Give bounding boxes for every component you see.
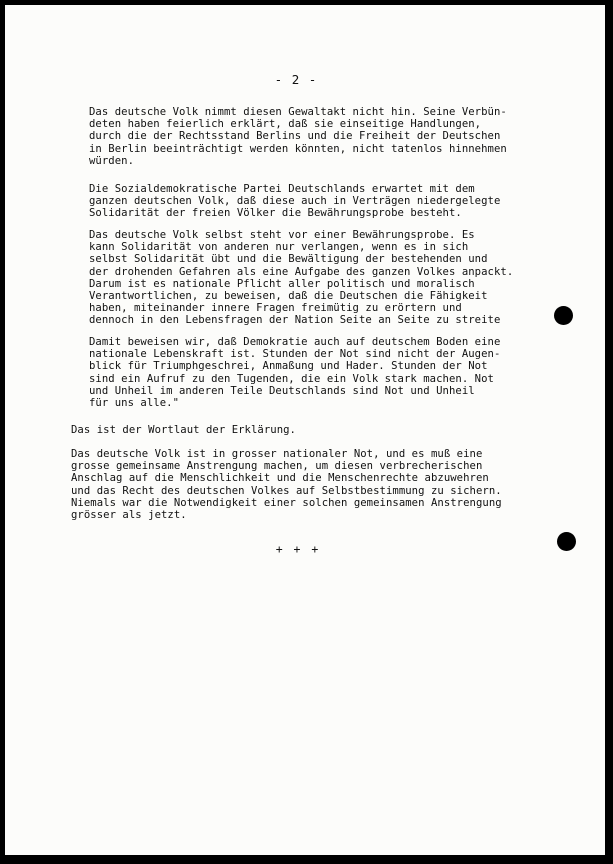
end-mark: + + + xyxy=(275,542,321,556)
punch-hole xyxy=(554,306,573,325)
text-line: Die Sozialdemokratische Partei Deutschlands erwartet mit dem xyxy=(89,183,475,195)
text-line: grosse gemeinsame Anstrengung machen, um diesen verbrecherischen xyxy=(71,460,483,473)
text-line: würden. xyxy=(89,154,134,167)
text-line: Das deutsche Volk ist in grosser nationaler Not, und es muß eine xyxy=(71,448,483,460)
paragraph-solidarity xyxy=(89,229,513,327)
text-line: kann Solidarität von anderen nur verlangen, wenn es in sich xyxy=(89,241,469,254)
paragraph-allies-declaration xyxy=(89,106,507,167)
text-line: ganzen deutschen Volk, daß diese auch in Verträgen niedergelegte xyxy=(89,195,501,208)
paragraph-national-emergency xyxy=(71,448,502,521)
text-line: haben, miteinander innere Fragen freimütig zu erörtern und xyxy=(89,302,462,315)
page-number: - 2 - xyxy=(274,72,318,87)
text-line: und das Recht des deutschen Volkes auf Selbstbestimmung zu sichern. xyxy=(71,484,502,497)
text-line: Solidarität der freien Völker die Bewährungsprobe besteht. xyxy=(89,207,462,220)
text-line: dennoch in den Lebensfragen der Nation Seite an Seite zu streite xyxy=(89,314,501,327)
paragraph-declaration-text-note xyxy=(71,424,296,436)
text-line: Damit beweisen wir, daß Demokratie auch auf deutschem Boden eine xyxy=(89,336,501,348)
text-line: der drohenden Gefahren als eine Aufgabe des ganzen Volkes anpackt. xyxy=(89,265,514,278)
text-line: Darum ist es nationale Pflicht aller politisch und moralisch xyxy=(89,277,475,290)
text-line: durch die der Rechtsstand Berlins und die Freiheit der Deutschen xyxy=(89,130,501,143)
paragraph-democracy xyxy=(89,336,500,409)
text-line: Anschlag auf die Menschlichkeit und die Menschenrechte abzuwehren xyxy=(71,472,489,485)
text-line: und Unheil im anderen Teile Deutschlands sind Not und Unheil xyxy=(89,384,475,397)
text-line: grösser als jetzt. xyxy=(71,509,187,522)
document-page xyxy=(5,5,605,855)
text-line: für uns alle." xyxy=(89,397,179,410)
text-line: Das deutsche Volk selbst steht vor einer Bewährungsprobe. Es xyxy=(89,229,475,241)
text-line: Das ist der Wortlaut der Erklärung. xyxy=(71,424,296,436)
text-line: in Berlin beeinträchtigt werden könnten, nicht tatenlos hinnehmen xyxy=(89,142,507,155)
text-line: sind ein Aufruf zu den Tugenden, die ein Volk stark machen. Not xyxy=(89,372,494,385)
punch-hole xyxy=(557,532,576,551)
text-line: nationale Lebenskraft ist. Stunden der Not sind nicht der Augen- xyxy=(89,348,501,361)
text-line: selbst Solidarität übt und die Bewältigung der bestehenden und xyxy=(89,253,488,266)
text-line: Niemals war die Notwendigkeit einer solchen gemeinsamen Anstrengung xyxy=(71,496,502,509)
text-line: Verantwortlichen, zu beweisen, daß die Deutschen die Fähigkeit xyxy=(89,290,488,303)
paragraph-spd-expectation xyxy=(89,183,500,220)
text-line: deten haben feierlich erklärt, daß sie einseitige Handlungen, xyxy=(89,118,482,131)
text-line: Das deutsche Volk nimmt diesen Gewaltakt nicht hin. Seine Verbün- xyxy=(89,106,507,118)
text-line: blick für Triumphgeschrei, Anmaßung und Hader. Stunden der Not xyxy=(89,360,488,373)
